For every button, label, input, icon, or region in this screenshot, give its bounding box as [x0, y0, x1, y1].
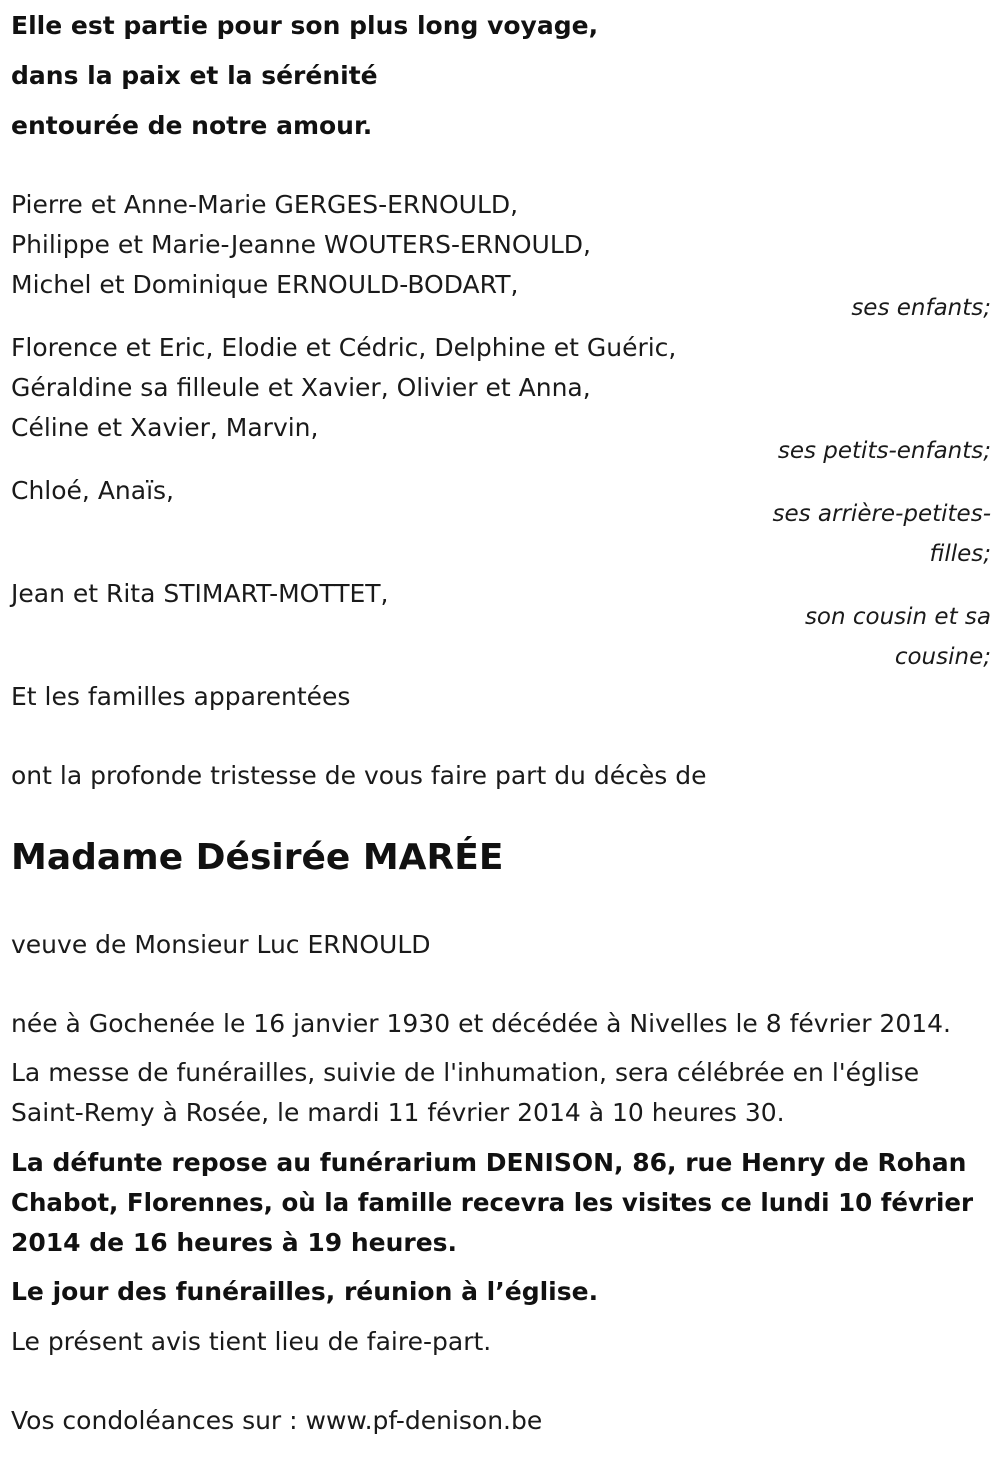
notice-text: Le présent avis tient lieu de faire-part.: [11, 1327, 492, 1356]
familles-apparentees: Et les familles apparentées: [11, 682, 351, 711]
intro-line-1: Elle est partie pour son plus long voyage,: [11, 11, 599, 40]
announcement: ont la profonde tristesse de vous faire part du décès de: [11, 761, 707, 790]
deceased-name: Madame Désirée MARÉE: [11, 837, 504, 878]
enfants-name-1: Pierre et Anne-Marie GERGES-ERNOULD,: [11, 190, 519, 219]
funerarium-line-3: 2014 de 16 heures à 19 heures.: [11, 1228, 458, 1257]
petits-enfants-name-1: Florence et Eric, Elodie et Cédric, Delphine et Guéric,: [11, 333, 677, 362]
cousins-relation-1: son cousin et sa: [804, 604, 991, 630]
funeral-mass-line-1: La messe de funérailles, suivie de l'inhumation, sera célébrée en l'église: [11, 1058, 920, 1087]
funerarium-line-2: Chabot, Florennes, où la famille recevra les visites ce lundi 10 février: [11, 1188, 974, 1217]
arriere-petites-filles-relation-1: ses arrière-petites-: [772, 501, 991, 527]
petits-enfants-relation: ses petits-enfants;: [777, 438, 991, 464]
meeting-at-church: Le jour des funérailles, réunion à l’église.: [11, 1277, 599, 1306]
petits-enfants-name-3: Céline et Xavier, Marvin,: [11, 413, 319, 442]
petits-enfants-name-2: Géraldine sa filleule et Xavier, Olivier et Anna,: [11, 373, 591, 402]
enfants-relation: ses enfants;: [851, 295, 991, 321]
enfants-name-2: Philippe et Marie-Jeanne WOUTERS-ERNOULD,: [11, 230, 591, 259]
birth-death: née à Gochenée le 16 janvier 1930 et décédée à Nivelles le 8 février 2014.: [11, 1009, 951, 1038]
enfants-name-3: Michel et Dominique ERNOULD-BODART,: [11, 270, 519, 299]
funeral-mass-line-2: Saint-Remy à Rosée, le mardi 11 février 2014 à 10 heures 30.: [11, 1098, 785, 1127]
arriere-petites-filles-names: Chloé, Anaïs,: [11, 476, 175, 505]
condolences-text: Vos condoléances sur : www.pf-denison.be: [11, 1406, 543, 1435]
arriere-petites-filles-relation-2: filles;: [929, 541, 991, 567]
cousins-relation-2: cousine;: [894, 644, 991, 670]
intro-line-3: entourée de notre amour.: [11, 111, 373, 140]
intro-line-2: dans la paix et la sérénité: [11, 61, 378, 90]
cousins-names: Jean et Rita STIMART-MOTTET,: [11, 579, 389, 608]
widow-of: veuve de Monsieur Luc ERNOULD: [11, 930, 431, 959]
funerarium-line-1: La défunte repose au funérarium DENISON, 86, rue Henry de Rohan: [11, 1148, 967, 1177]
